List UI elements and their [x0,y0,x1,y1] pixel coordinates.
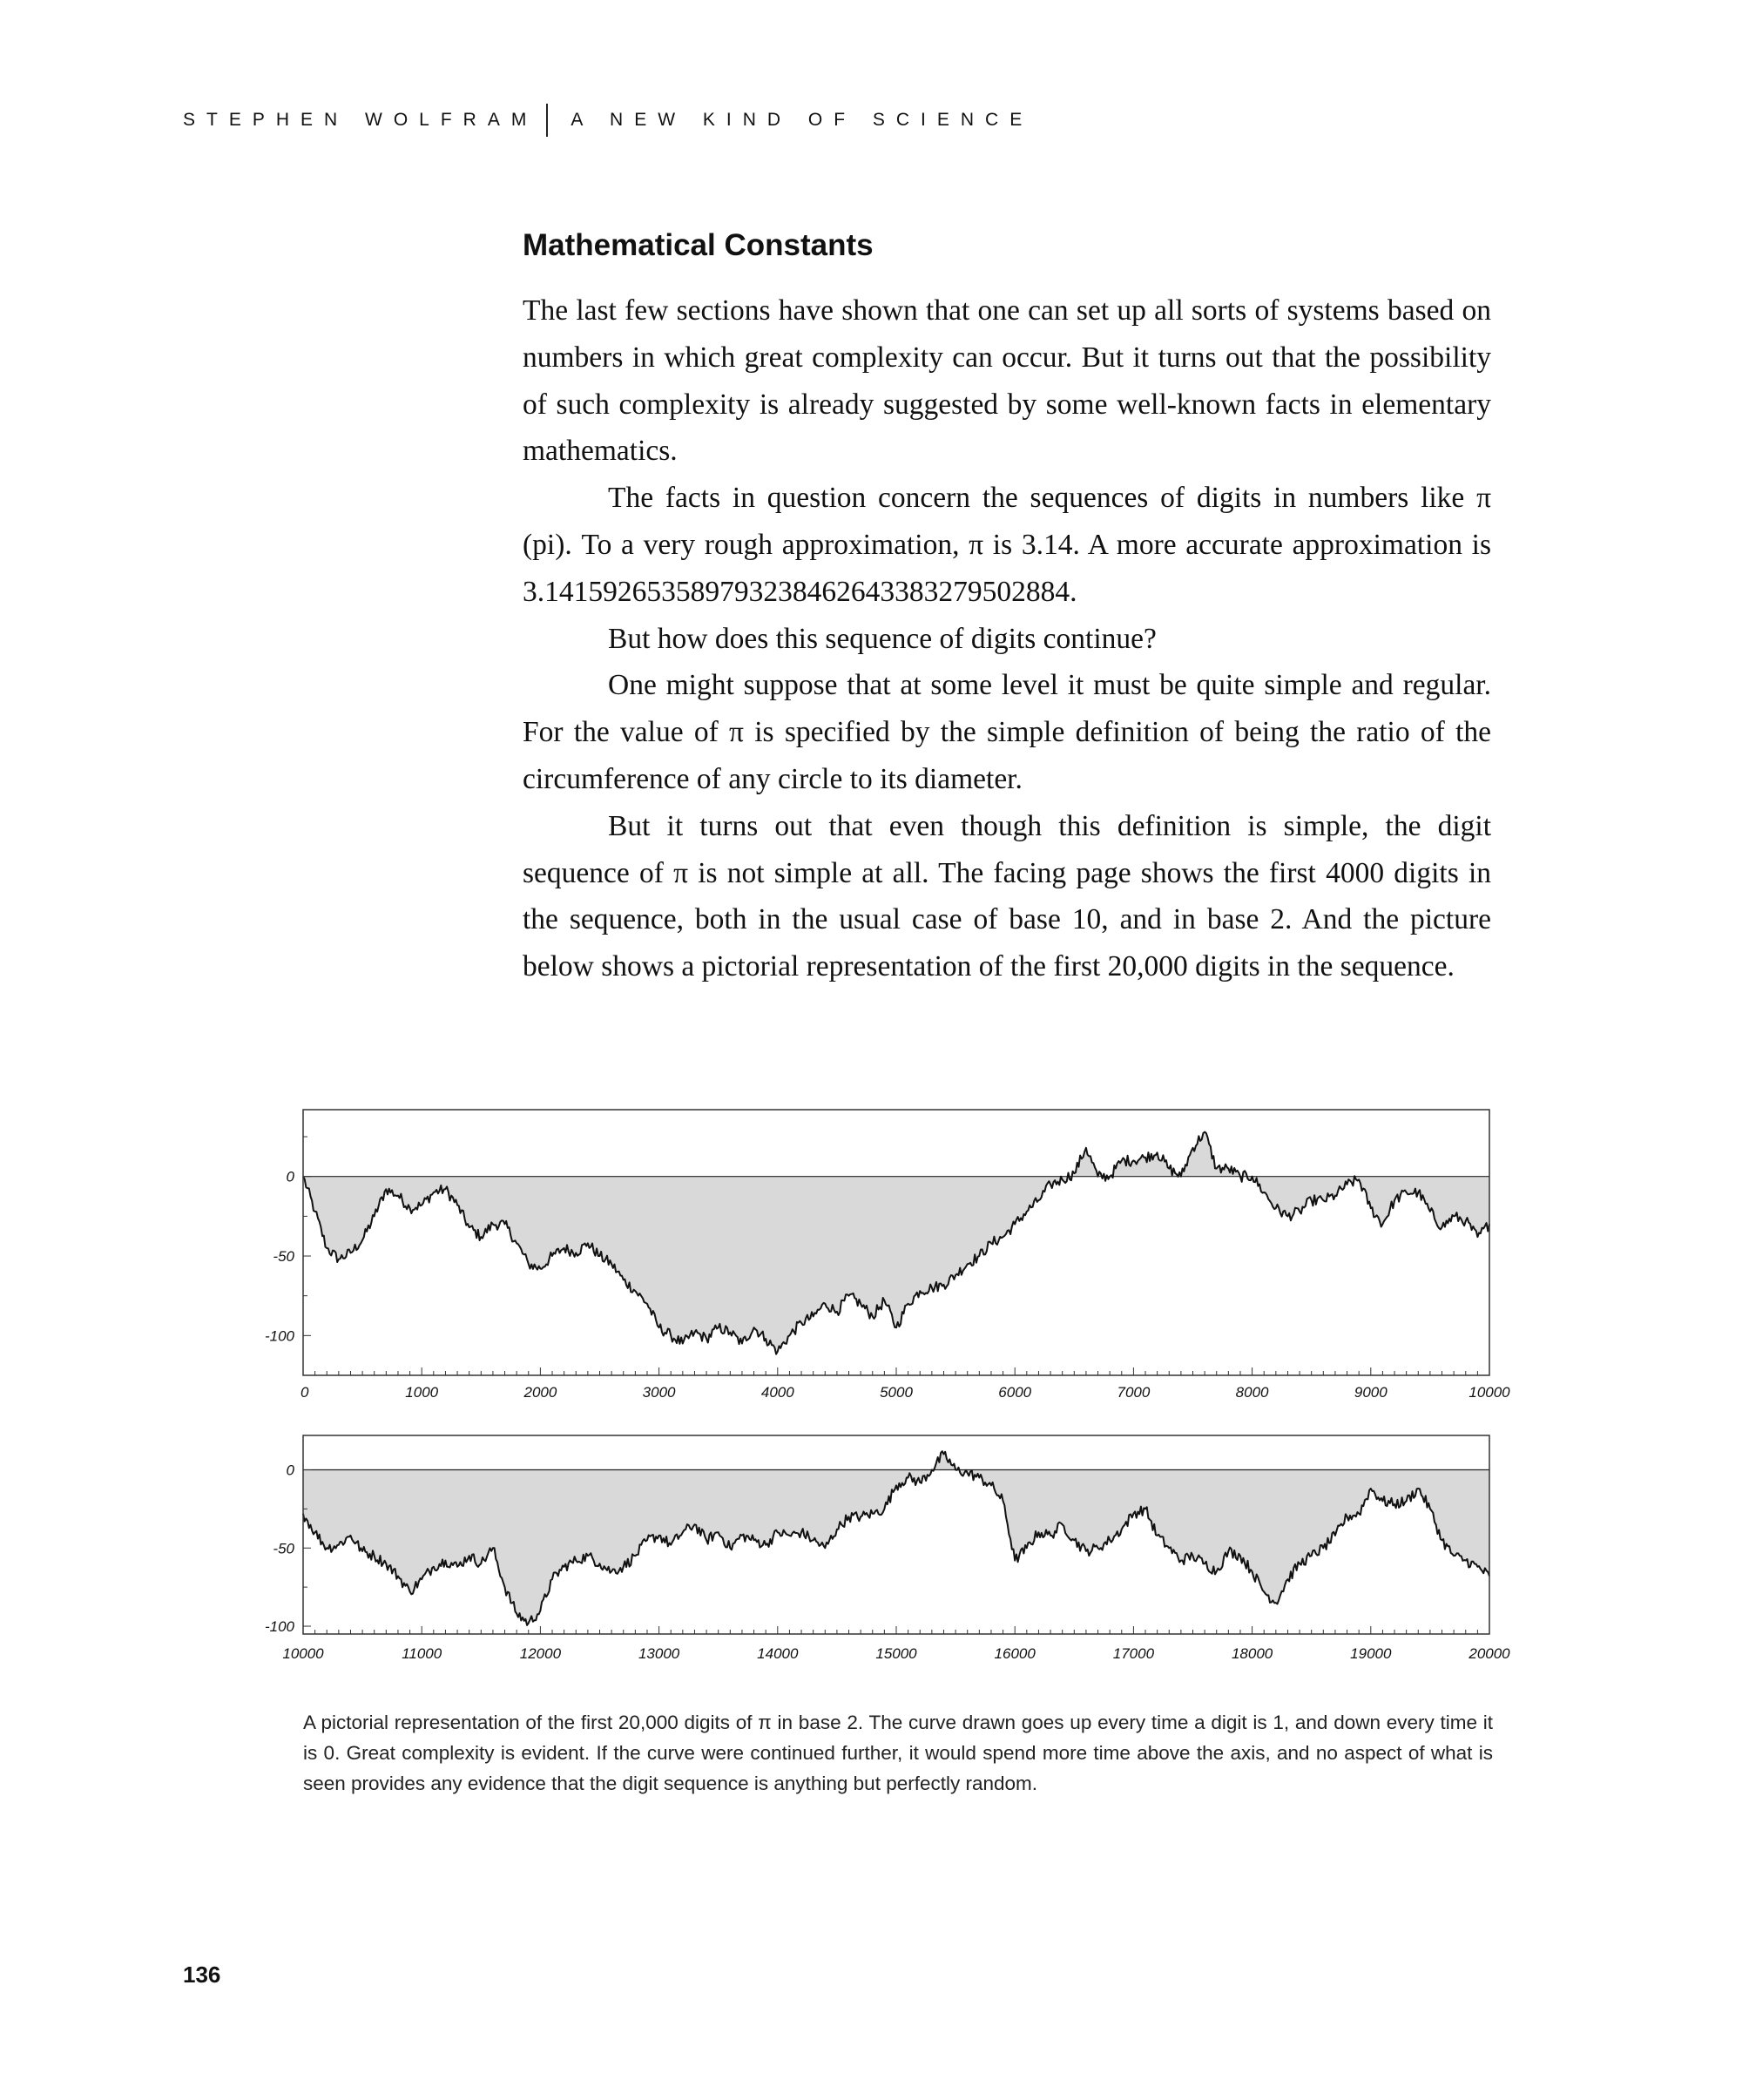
y-tick-label: -100 [264,1618,294,1636]
paragraph-4: One might suppose that at some level it must be quite simple and regular. For the value of π is specified by the simple definition of being the ratio of the circumference of any circle to its diameter. [523,669,1491,795]
x-tick-label: 5000 [880,1384,913,1401]
x-tick-label: 3000 [642,1384,676,1401]
x-tick-label: 12000 [519,1645,562,1662]
x-tick-label: 13000 [638,1645,680,1662]
x-tick-label: 16000 [994,1645,1036,1662]
x-tick-label: 19000 [1350,1645,1392,1662]
x-tick-label: 14000 [757,1645,799,1662]
y-tick-label: -50 [273,1248,294,1266]
x-tick-label: 4000 [760,1384,794,1401]
paragraph-3: But how does this sequence of digits continue? [608,622,1157,655]
page-number: 136 [183,1962,221,1988]
paragraph-5: But it turns out that even though this definition is simple, the digit sequence of π is not simple at all. The facing page shows the first 4000 digits in the sequence, both in the usual case of base 10, and in base 2. And the picture below shows a pictorial representation of the first 20,000 digits in the sequence. [523,809,1491,983]
x-tick-label: 9000 [1354,1384,1388,1401]
running-head [183,103,1033,138]
chart-svg-10000-20000 [253,1421,1516,1665]
x-tick-label: 10000 [282,1645,324,1662]
figure-caption: A pictorial representation of the first 20,000 digits of π in base 2. The curve drawn goes up every time a digit is 1, and down every time it is 0. Great complexity is evident. If the curve were continued further, it would spend more time above the axis, and no aspect of what is seen provides any evidence that the digit sequence is anything but perfectly random. [303,1712,1493,1794]
y-tick-label: -100 [264,1327,294,1345]
x-tick-label: 1000 [405,1384,439,1401]
x-tick-label: 18000 [1231,1645,1273,1662]
x-tick-label: 20000 [1469,1645,1510,1662]
chart-svg-0-10000 [253,1096,1516,1405]
x-tick-label: 0 [300,1384,309,1401]
shaded-area [303,1132,1489,1354]
x-tick-label: 15000 [875,1645,917,1662]
paragraph-2: The facts in question concern the sequences of digits in numbers like π (pi). To a very rough approximation, π is 3.14. A more accurate approximation is 3.141592653589793238462643383279502884. [523,482,1491,608]
y-tick-label: 0 [286,1168,294,1185]
x-tick-label: 10000 [1469,1384,1510,1401]
y-tick-label: 0 [286,1462,294,1479]
x-tick-label: 11000 [402,1645,442,1662]
running-head-separator [546,104,548,137]
paragraph-1: The last few sections have shown that one can set up all sorts of systems based on numbers in which great complexity can occur. But it turns out that the possibility of such complexity is already suggested by some well-known facts in elementary mathematics. [523,294,1491,468]
running-head-author: STEPHEN WOLFRAM [183,110,538,130]
random-walk-chart-10000-20000 [253,1421,1516,1665]
x-tick-label: 6000 [998,1384,1032,1401]
section-title: Mathematical Constants [523,228,874,262]
y-tick-label: -50 [273,1540,294,1557]
x-tick-label: 7000 [1117,1384,1151,1401]
running-head-book-title: A NEW KIND OF SCIENCE [571,110,1034,130]
shaded-area [303,1451,1489,1625]
x-tick-label: 8000 [1235,1384,1269,1401]
body-text [523,287,1491,990]
random-walk-chart-0-10000 [253,1096,1516,1405]
x-tick-label: 17000 [1112,1645,1155,1662]
x-tick-label: 2000 [523,1384,557,1401]
